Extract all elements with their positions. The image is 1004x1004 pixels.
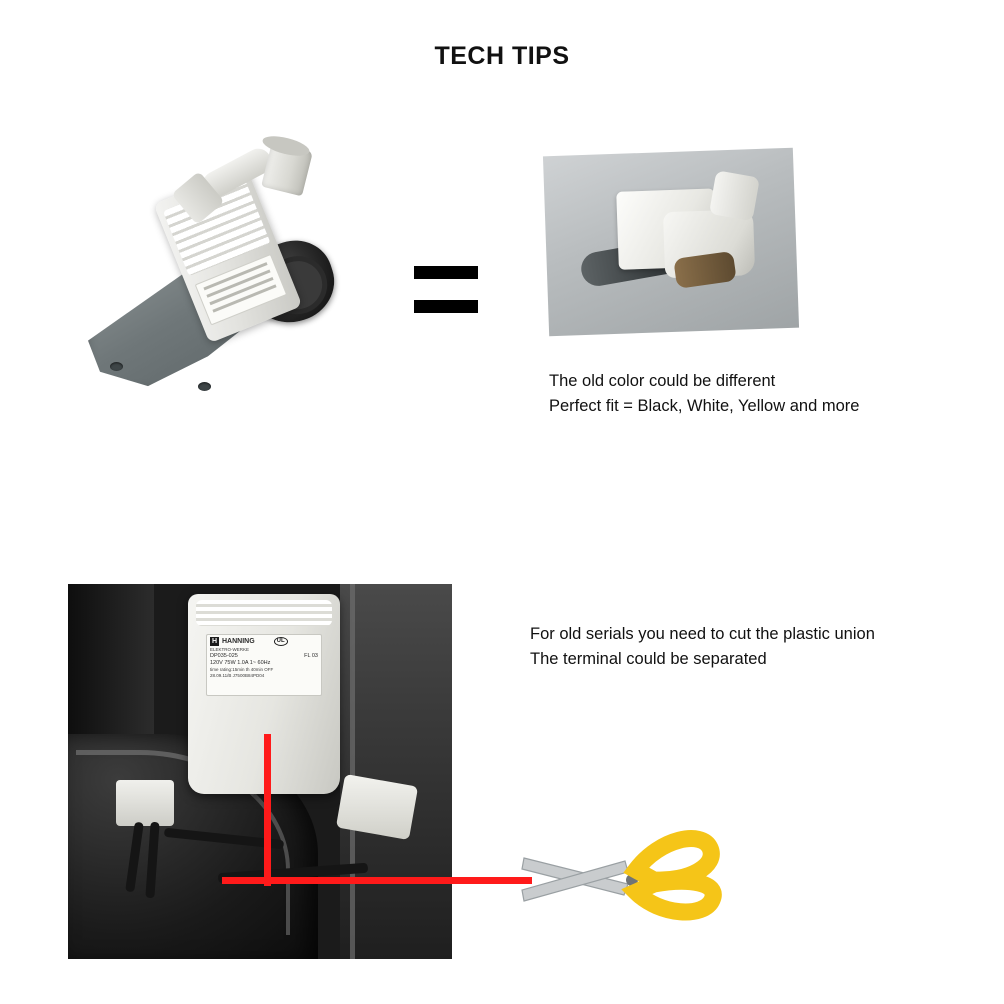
pump-data-plate	[206, 634, 322, 696]
installed-pump-ribs	[196, 600, 332, 626]
wire-connector-left	[116, 780, 174, 826]
pump-brand: HANNING	[222, 638, 255, 645]
equals-symbol	[414, 262, 478, 320]
bottom-notes	[530, 622, 970, 672]
cut-leader-line	[222, 877, 532, 884]
alt-outlet-spout	[709, 170, 760, 221]
installation-photo	[68, 584, 452, 959]
pump-date-code: 28.09.11/B J7500B84PD04	[210, 673, 265, 678]
pump-rating-line: time rating:15min th 40min OFF	[210, 667, 274, 672]
hanning-logo-icon: H	[211, 638, 218, 645]
alternate-product-photo	[543, 148, 799, 337]
cabinet-right-panel	[340, 584, 452, 959]
page-title: TECH TIPS	[434, 42, 570, 70]
top-notes	[549, 369, 969, 419]
pump-electrical: 120V 75W 1.0A 1~ 60Hz	[210, 660, 271, 666]
scissors-icon	[520, 800, 730, 930]
bracket-hole	[110, 362, 123, 371]
top-note-line-1: The old color could be different	[549, 372, 776, 390]
ul-mark-icon: UL	[274, 637, 288, 646]
bottom-note-line-1: For old serials you need to cut the plastic union	[530, 625, 875, 643]
pump-brand-sub: ELEKTRO-WERKE	[210, 647, 250, 652]
pump-model-code: DP035-025	[210, 653, 238, 659]
cut-marker-vertical-lower	[264, 804, 271, 886]
top-note-line-2: Perfect fit = Black, White, Yellow and more	[549, 397, 860, 415]
bracket-hole	[198, 382, 211, 391]
cut-marker-vertical	[264, 734, 271, 804]
pump-model-right: FL 03	[304, 653, 318, 659]
main-product-photo	[80, 120, 380, 420]
bottom-note-line-2: The terminal could be separated	[530, 650, 767, 668]
